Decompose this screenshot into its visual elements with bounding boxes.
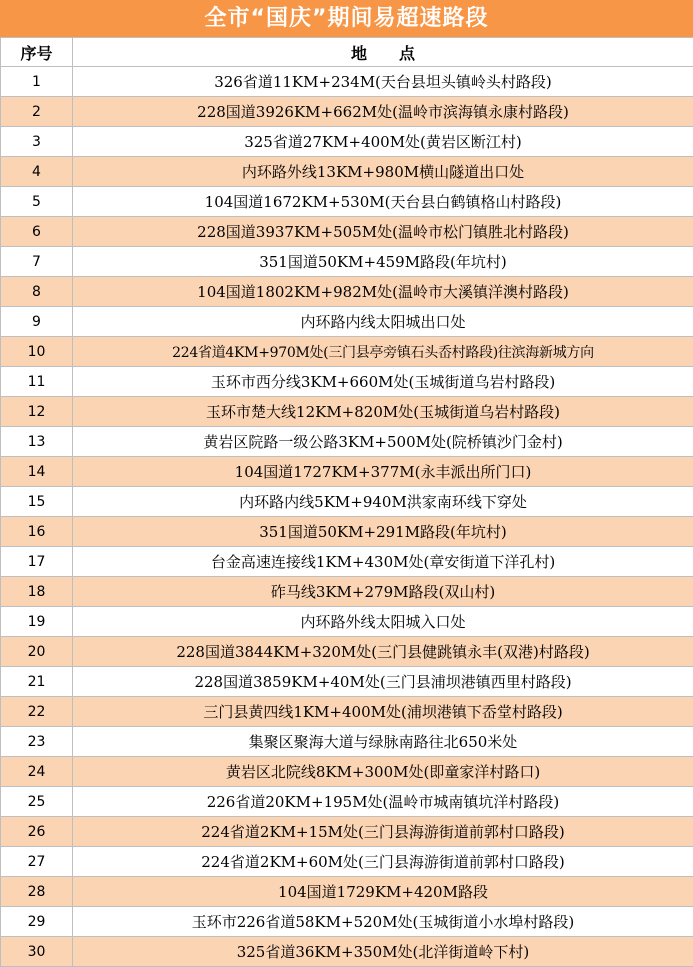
row-location: 224省道4KM+970M处(三门县亭旁镇石头岙村路段)往滨海新城方向 <box>73 337 693 367</box>
table-title: 全市“国庆”期间易超速路段 <box>0 0 693 37</box>
row-location: 内环路外线太阳城入口处 <box>73 607 693 637</box>
row-location: 集聚区聚海大道与绿脉南路往北650米处 <box>73 727 693 757</box>
table-row <box>1 427 693 457</box>
table-row <box>1 97 693 127</box>
row-number: 21 <box>1 667 73 697</box>
row-location: 台金高速连接线1KM+430M处(章安街道下洋孔村) <box>73 547 693 577</box>
row-number: 28 <box>1 877 73 907</box>
row-number: 4 <box>1 157 73 187</box>
row-number: 30 <box>1 937 73 967</box>
row-location: 内环路内线5KM+940M洪家南环线下穿处 <box>73 487 693 517</box>
table-row <box>1 757 693 787</box>
header-number: 序号 <box>1 38 73 67</box>
row-number: 1 <box>1 67 73 97</box>
row-number: 20 <box>1 637 73 667</box>
table-row <box>1 247 693 277</box>
table-row <box>1 487 693 517</box>
row-location: 228国道3844KM+320M处(三门县健跳镇永丰(双港)村路段) <box>73 637 693 667</box>
row-location: 325省道36KM+350M处(北洋街道岭下村) <box>73 937 693 967</box>
row-number: 26 <box>1 817 73 847</box>
table-row <box>1 187 693 217</box>
row-number: 5 <box>1 187 73 217</box>
row-number: 2 <box>1 97 73 127</box>
table-row <box>1 157 693 187</box>
table-row <box>1 547 693 577</box>
row-number: 27 <box>1 847 73 877</box>
table-row <box>1 277 693 307</box>
table-row <box>1 667 693 697</box>
row-location: 325省道27KM+400M处(黄岩区断江村) <box>73 127 693 157</box>
table-header-row <box>1 38 693 67</box>
table-row <box>1 817 693 847</box>
table-row <box>1 787 693 817</box>
table-row <box>1 517 693 547</box>
row-location: 351国道50KM+291M路段(年坑村) <box>73 517 693 547</box>
row-location: 228国道3937KM+505M处(温岭市松门镇胜北村路段) <box>73 217 693 247</box>
table-row <box>1 847 693 877</box>
row-location: 三门县黄四线1KM+400M处(浦坝港镇下岙堂村路段) <box>73 697 693 727</box>
row-location: 玉环市楚大线12KM+820M处(玉城街道乌岩村路段) <box>73 397 693 427</box>
road-table <box>0 37 693 967</box>
row-number: 25 <box>1 787 73 817</box>
table-row <box>1 697 693 727</box>
row-location: 228国道3859KM+40M处(三门县浦坝港镇西里村路段) <box>73 667 693 697</box>
row-location: 326省道11KM+234M(天台县坦头镇岭头村路段) <box>73 67 693 97</box>
row-location: 104国道1672KM+530M(天台县白鹤镇格山村路段) <box>73 187 693 217</box>
row-number: 18 <box>1 577 73 607</box>
row-location: 226省道20KM+195M处(温岭市城南镇坑洋村路段) <box>73 787 693 817</box>
row-number: 17 <box>1 547 73 577</box>
table-row <box>1 607 693 637</box>
row-number: 10 <box>1 337 73 367</box>
row-number: 15 <box>1 487 73 517</box>
table-row <box>1 937 693 967</box>
row-number: 7 <box>1 247 73 277</box>
table-row <box>1 457 693 487</box>
row-location: 黄岩区院路一级公路3KM+500M处(院桥镇沙门金村) <box>73 427 693 457</box>
row-location: 内环路内线太阳城出口处 <box>73 307 693 337</box>
table-row <box>1 907 693 937</box>
row-number: 16 <box>1 517 73 547</box>
row-location: 玉环市西分线3KM+660M处(玉城街道乌岩村路段) <box>73 367 693 397</box>
row-location: 104国道1727KM+377M(永丰派出所门口) <box>73 457 693 487</box>
row-number: 22 <box>1 697 73 727</box>
row-number: 9 <box>1 307 73 337</box>
header-location: 地 点 <box>73 38 693 67</box>
row-number: 19 <box>1 607 73 637</box>
table-row <box>1 67 693 97</box>
table-row <box>1 337 693 367</box>
table-body <box>1 67 693 967</box>
row-number: 29 <box>1 907 73 937</box>
row-location: 黄岩区北院线8KM+300M处(即童家洋村路口) <box>73 757 693 787</box>
row-number: 13 <box>1 427 73 457</box>
table-row <box>1 637 693 667</box>
row-location: 玉环市226省道58KM+520M处(玉城街道小水埠村路段) <box>73 907 693 937</box>
row-number: 12 <box>1 397 73 427</box>
row-location: 351国道50KM+459M路段(年坑村) <box>73 247 693 277</box>
table-row <box>1 127 693 157</box>
row-location: 228国道3926KM+662M处(温岭市滨海镇永康村路段) <box>73 97 693 127</box>
row-location: 104国道1802KM+982M处(温岭市大溪镇洋澳村路段) <box>73 277 693 307</box>
table-row <box>1 877 693 907</box>
table-row <box>1 577 693 607</box>
row-location: 砟马线3KM+279M路段(双山村) <box>73 577 693 607</box>
row-location: 224省道2KM+15M处(三门县海游街道前郭村口路段) <box>73 817 693 847</box>
table-row <box>1 727 693 757</box>
row-location: 104国道1729KM+420M路段 <box>73 877 693 907</box>
row-number: 11 <box>1 367 73 397</box>
table-row <box>1 397 693 427</box>
row-location: 内环路外线13KM+980M横山隧道出口处 <box>73 157 693 187</box>
table-row <box>1 307 693 337</box>
table-row <box>1 367 693 397</box>
row-number: 24 <box>1 757 73 787</box>
row-location: 224省道2KM+60M处(三门县海游街道前郭村口路段) <box>73 847 693 877</box>
row-number: 3 <box>1 127 73 157</box>
row-number: 8 <box>1 277 73 307</box>
row-number: 23 <box>1 727 73 757</box>
table-row <box>1 217 693 247</box>
row-number: 14 <box>1 457 73 487</box>
row-number: 6 <box>1 217 73 247</box>
